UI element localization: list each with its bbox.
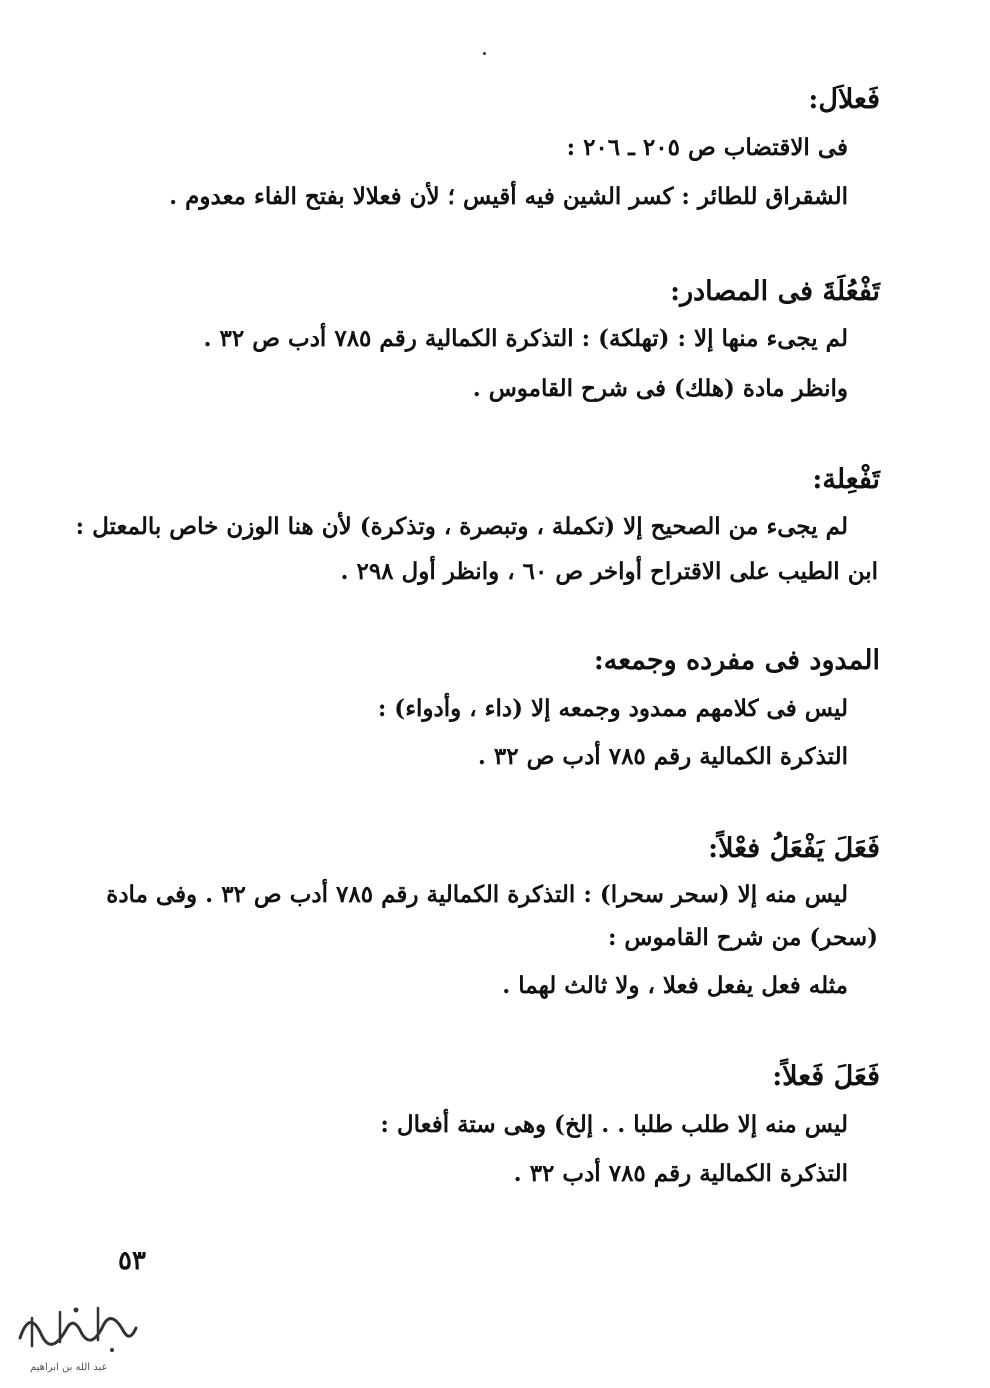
entry-line: التذكرة الكمالية رقم ٧٨٥ أدب ص ٣٢ . <box>477 743 848 770</box>
stamp-calligraphy-icon <box>12 1298 142 1362</box>
entry-line: وانظر مادة (هلك) فى شرح القاموس . <box>472 375 848 402</box>
entry-line: (سحر) من شرح القاموس : <box>607 924 878 951</box>
entry-heading: فَعَلَ يَفْعَلُ فعْلاً: <box>708 833 880 864</box>
entry-line: فى الاقتضاب ص ٢٠٥ ـ ٢٠٦ : <box>566 134 848 161</box>
entry-line: لم يجىء من الصحيح إلا (تكملة ، وتبصرة ، وتذكرة) لأن هنا الوزن خاص بالمعتل : <box>75 513 848 540</box>
entry-line: ابن الطيب على الاقتراح أواخر ص ٦٠ ، وانظر أول ٢٩٨ . <box>340 558 878 585</box>
entry-line: التذكرة الكمالية رقم ٧٨٥ أدب ٣٢ . <box>513 1160 848 1187</box>
entry-heading: تَفْعُلَةَ فى المصادر: <box>670 276 880 307</box>
entry-line: الشقراق للطائر : كسر الشين فيه أقيس ؛ لأن فعلالا بفتح الفاء معدوم . <box>169 183 848 210</box>
entry-heading: فَعلاَل: <box>808 84 880 115</box>
stamp-subtext: عبد الله بن ابراهيم <box>30 1362 108 1373</box>
entry-line: لم يجىء منها إلا : (تهلكة) : التذكرة الكمالية رقم ٧٨٥ أدب ص ٣٢ . <box>203 325 848 352</box>
entry-line: ليس منه إلا طلب طلبا . . إلخ) وهى ستة أفعال : <box>380 1111 848 1138</box>
page-number: ٥٣ <box>118 1246 146 1276</box>
entry-line: ليس فى كلامهم ممدود وجمعه إلا (داء ، وأدواء) : <box>377 695 848 722</box>
speck-mark <box>483 52 486 55</box>
entry-heading: فَعَلَ فَعلاً: <box>772 1061 880 1092</box>
entry-line: ليس منه إلا (سحر سحرا) : التذكرة الكمالية رقم ٧٨٥ أدب ص ٣٢ . وفى مادة <box>106 881 848 908</box>
entry-line: مثله فعل يفعل فعلا ، ولا ثالث لهما . <box>502 972 848 999</box>
library-stamp <box>12 1298 142 1376</box>
entry-heading: المدود فى مفرده وجمعه: <box>593 645 880 676</box>
entry-heading: تَفْعِلة: <box>812 464 880 495</box>
